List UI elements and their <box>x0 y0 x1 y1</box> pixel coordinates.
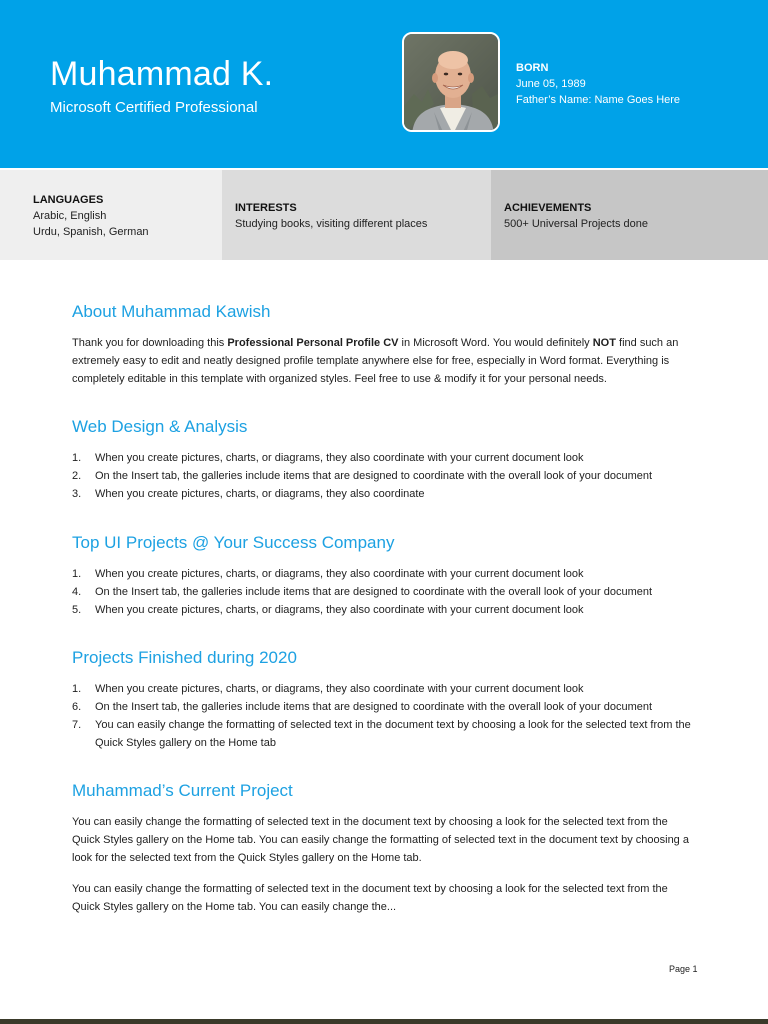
current-project-paragraph-2: You can easily change the formatting of selected text in the document text by choosing a look for the selected text from the Quick Styles gallery on the Home tab. You can easily change the... <box>72 883 668 913</box>
languages-line-2: Urdu, Spanish, German <box>33 226 149 238</box>
list-item <box>72 716 696 752</box>
about-bold-1: Professional Personal Profile CV <box>227 337 399 349</box>
list-text: On the Insert tab, the galleries include items that are designed to coordinate with the overall look of your document <box>95 701 653 713</box>
born-date: June 05, 1989 <box>516 78 586 90</box>
languages-label: LANGUAGES <box>33 194 104 206</box>
list-item <box>72 583 696 601</box>
list-item <box>72 680 696 698</box>
list-number: 1. <box>72 683 82 695</box>
web-design-heading: Web Design & Analysis <box>72 417 248 436</box>
list-number: 5. <box>72 604 82 616</box>
achievements-panel <box>491 170 768 260</box>
page-number: Page 1 <box>669 964 698 974</box>
list-text: When you create pictures, charts, or diagrams, they also coordinate with your current document look <box>95 452 584 464</box>
person-title: Microsoft Certified Professional <box>50 99 258 116</box>
list-item <box>72 485 696 503</box>
list-number: 6. <box>72 701 82 713</box>
list-item <box>72 565 696 583</box>
current-project-paragraph-1: You can easily change the formatting of selected text in the document text by choosing a look for the selected text from the Quick Styles gallery on the Home tab. You can easily change the formatting of selected text in the document text by choosing a look for the selected text from the Quick Styles gallery on the Home tab. <box>72 816 689 864</box>
list-number: 3. <box>72 488 82 500</box>
born-label: BORN <box>516 62 549 74</box>
top-projects-list <box>72 565 696 619</box>
header-banner <box>0 0 768 168</box>
list-item <box>72 601 696 619</box>
profile-photo <box>402 32 500 132</box>
list-text: On the Insert tab, the galleries include items that are designed to coordinate with the overall look of your document <box>95 586 653 598</box>
list-item <box>72 449 696 467</box>
list-number: 1. <box>72 452 82 464</box>
list-text: When you create pictures, charts, or diagrams, they also coordinate with your current document look <box>95 683 584 695</box>
achievements-text: 500+ Universal Projects done <box>504 218 648 230</box>
list-text: When you create pictures, charts, or diagrams, they also coordinate with your current document look <box>95 604 584 616</box>
web-design-list <box>72 449 696 503</box>
list-text: On the Insert tab, the galleries include items that are designed to coordinate with the overall look of your document <box>95 470 653 482</box>
born-info <box>516 60 680 108</box>
list-text: When you create pictures, charts, or diagrams, they also coordinate with your current document look <box>95 568 584 580</box>
about-paragraph <box>72 334 696 388</box>
father-name: Father’s Name: Name Goes Here <box>516 94 681 106</box>
achievements-label: ACHIEVEMENTS <box>504 202 592 214</box>
interests-panel <box>222 170 491 260</box>
about-bold-2: NOT <box>592 337 616 349</box>
list-item <box>72 467 696 485</box>
list-text: You can easily change the formatting of selected text in the document text by choosing a look for the selected text from the Quick Styles gallery on the Home tab <box>95 719 691 749</box>
footer-divider <box>0 1019 768 1024</box>
about-text-1: Thank you for downloading this <box>72 337 228 349</box>
finished-list <box>72 680 696 752</box>
top-projects-heading: Top UI Projects @ Your Success Company <box>72 533 395 552</box>
list-number: 2. <box>72 470 82 482</box>
list-number: 7. <box>72 719 82 731</box>
profile-photo-image <box>404 34 500 132</box>
interests-text: Studying books, visiting different places <box>235 218 428 230</box>
languages-panel <box>0 170 222 260</box>
list-number: 1. <box>72 568 82 580</box>
person-name: Muhammad K. <box>50 55 274 93</box>
interests-label: INTERESTS <box>235 202 297 214</box>
list-item <box>72 698 696 716</box>
about-heading: About Muhammad Kawish <box>72 302 271 321</box>
finished-heading: Projects Finished during 2020 <box>72 648 297 667</box>
list-number: 4. <box>72 586 82 598</box>
current-project-heading: Muhammad’s Current Project <box>72 781 293 800</box>
list-text: When you create pictures, charts, or diagrams, they also coordinate <box>95 488 425 500</box>
about-text-3: find such an extremely easy to edit and neatly designed profile template anywhere else for free, especially in Word format. Everything is completely editable in this template with organized styles. Feel free to use & modify it for your personal needs. <box>72 337 679 385</box>
languages-line-1: Arabic, English <box>33 210 107 222</box>
about-text-2: in Microsoft Word. You would definitely <box>398 337 593 349</box>
